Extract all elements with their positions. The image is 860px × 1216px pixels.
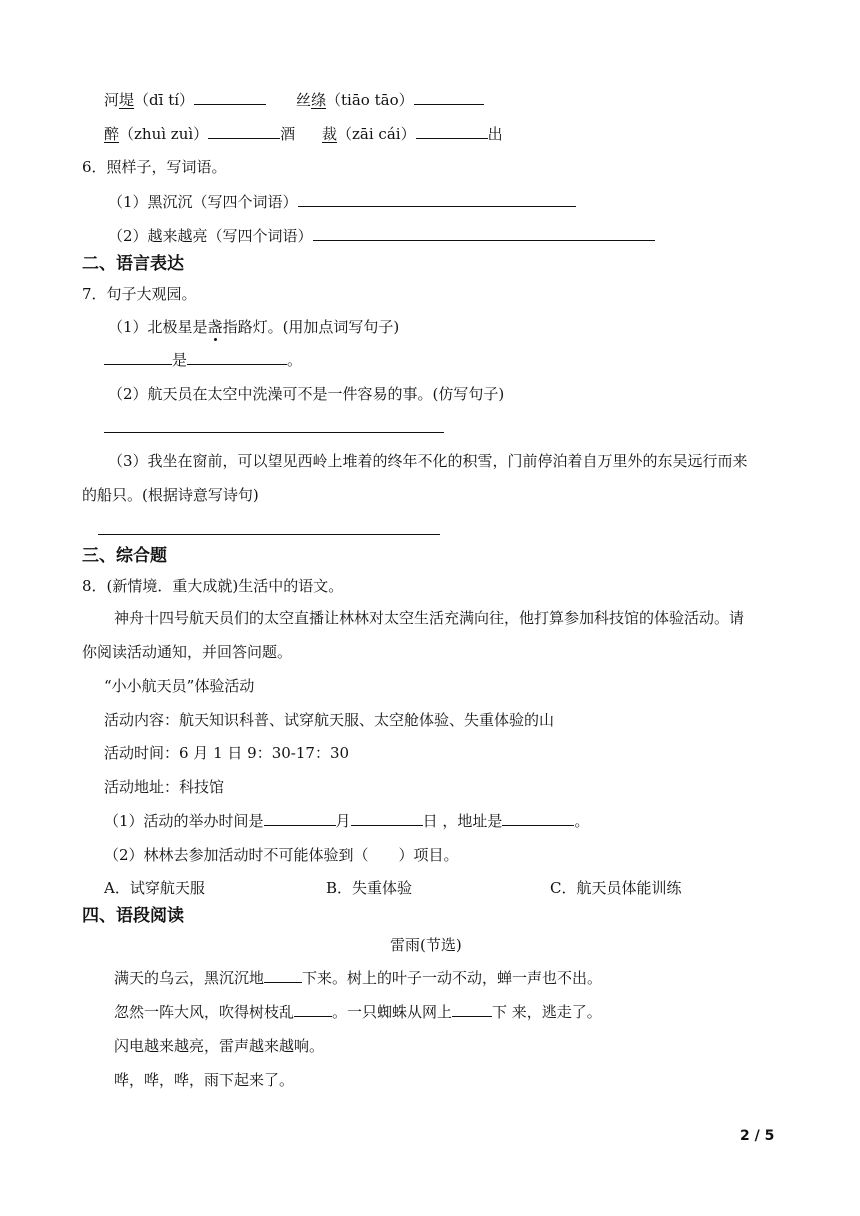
answer-blank[interactable]: [313, 226, 655, 241]
q5-word: 河: [104, 91, 120, 109]
q5-word-underlined: 裁: [322, 125, 338, 143]
q8-intro-line2: 你阅读活动通知，并回答问题。: [82, 643, 293, 661]
answer-blank[interactable]: [416, 124, 488, 139]
q7-item-2-answer: [104, 418, 444, 438]
option-c[interactable]: C．航天员体能训练: [550, 879, 682, 897]
q8-item-1-text: 日 ，地址是: [422, 812, 503, 830]
q5-item-sitao: [296, 90, 484, 110]
option-a[interactable]: A．试穿航天服: [104, 879, 205, 897]
answer-blank[interactable]: [298, 192, 576, 207]
answer-blank[interactable]: [264, 811, 336, 826]
q5-pinyin: （dī tí）: [134, 91, 195, 109]
q6-stem: 6．照样子，写词语。: [82, 158, 227, 176]
q5-pinyin: （tiāo tāo）: [326, 91, 414, 109]
passage-text: 满天的乌云，黑沉沉地: [114, 969, 265, 987]
passage-p2: [114, 1002, 602, 1022]
notice-title: “小小航天员”体验活动: [104, 677, 255, 695]
passage-text: 。一只蜘蛛从网上: [332, 1003, 453, 1021]
answer-blank[interactable]: [264, 968, 302, 983]
passage-text: 忽然一阵大风，吹得树枝乱: [114, 1003, 295, 1021]
q8-stem: 8．(新情境．重大成就)生活中的语文。: [82, 577, 344, 595]
section-title: 二、语言表达: [82, 254, 184, 274]
q5-word-underlined: 绦: [311, 91, 327, 109]
q7-item-1-answer: [104, 350, 302, 370]
q8-intro-line1: 神舟十四号航天员们的太空直播让林林对太空生活充满向往，他打算参加科技馆的体验活动。请: [114, 609, 745, 627]
answer-blank[interactable]: [208, 124, 280, 139]
q8-item-1-text: 。: [574, 812, 590, 830]
q5-word: 丝: [296, 91, 312, 109]
q6-item-2: [108, 226, 655, 246]
notice-time: 活动时间：6 月 1 日 9：30-17：30: [104, 744, 350, 762]
section-title: 三、综合题: [82, 546, 167, 566]
answer-blank[interactable]: [104, 350, 172, 365]
q7-item-1-text: （1）北极星是: [108, 318, 208, 336]
q7-item-1: [108, 317, 399, 337]
q5-suffix: 酒: [280, 125, 296, 143]
answer-blank[interactable]: [194, 90, 266, 105]
q5-item-hedi: [104, 90, 266, 110]
passage-text: 下来。树上的叶子一动不动，蝉一声也不出。: [302, 969, 603, 987]
answer-blank[interactable]: [452, 1002, 492, 1017]
section-title: 四、语段阅读: [82, 906, 184, 926]
q5-item-zui: [104, 124, 295, 144]
q8-item-1-text: 月: [335, 812, 351, 830]
q5-word-underlined: 堤: [119, 91, 135, 109]
passage-p3: 闪电越来越亮，雷声越来越响。: [114, 1037, 325, 1055]
answer-blank[interactable]: [351, 811, 423, 826]
q6-item-2-label: （2）越来越亮（写四个词语）: [108, 227, 313, 245]
answer-blank[interactable]: [502, 811, 574, 826]
q7-stem: 7．句子大观园。: [82, 285, 197, 303]
q8-item-1: [104, 811, 589, 831]
q7-answer-text: 是: [172, 351, 188, 369]
answer-blank[interactable]: [98, 520, 440, 535]
q5-suffix: 出: [487, 125, 503, 143]
answer-blank[interactable]: [414, 90, 484, 105]
option-b[interactable]: B．失重体验: [326, 879, 413, 897]
q8-item-2: （2）林林去参加活动时不可能体验到（ ）项目。: [104, 846, 459, 864]
q7-item-2: （2）航天员在太空中洗澡可不是一件容易的事。(仿写句子): [108, 385, 505, 403]
emphasis-dotted-word: 盏: [207, 318, 223, 336]
q5-pinyin: （zhuì zuì）: [119, 125, 209, 143]
passage-title: 雷雨(节选): [390, 936, 462, 954]
q8-item-1-text: （1）活动的举办时间是: [104, 812, 264, 830]
q5-word-underlined: 醉: [104, 125, 120, 143]
passage-p4: 哗，哗，哗，雨下起来了。: [114, 1071, 295, 1089]
passage-text: 下 来，逃走了。: [492, 1003, 602, 1021]
answer-blank[interactable]: [104, 418, 444, 433]
q7-item-3-answer: [98, 520, 440, 540]
q7-item-1-text: 指路灯。(用加点词写句子): [222, 318, 400, 336]
q7-answer-text: 。: [287, 351, 303, 369]
q6-item-1-label: （1）黑沉沉（写四个词语）: [108, 193, 298, 211]
q5-pinyin: （zāi cái）: [337, 125, 416, 143]
answer-blank[interactable]: [294, 1002, 332, 1017]
page-number: 2 / 5: [740, 1128, 775, 1144]
answer-blank[interactable]: [187, 350, 287, 365]
passage-p1: [114, 968, 602, 988]
q6-item-1: [108, 192, 576, 212]
q7-item-3-line2: 的船只。(根据诗意写诗句): [82, 486, 259, 504]
notice-content: 活动内容：航天知识科普、试穿航天服、太空舱体验、失重体验的山: [104, 711, 555, 729]
notice-place: 活动地址：科技馆: [104, 778, 225, 796]
q7-item-3-line1: （3）我坐在窗前，可以望见西岭上堆着的终年不化的积雪，门前停泊着自万里外的东吴远行而来: [108, 452, 748, 470]
q5-item-cai: [322, 124, 503, 144]
